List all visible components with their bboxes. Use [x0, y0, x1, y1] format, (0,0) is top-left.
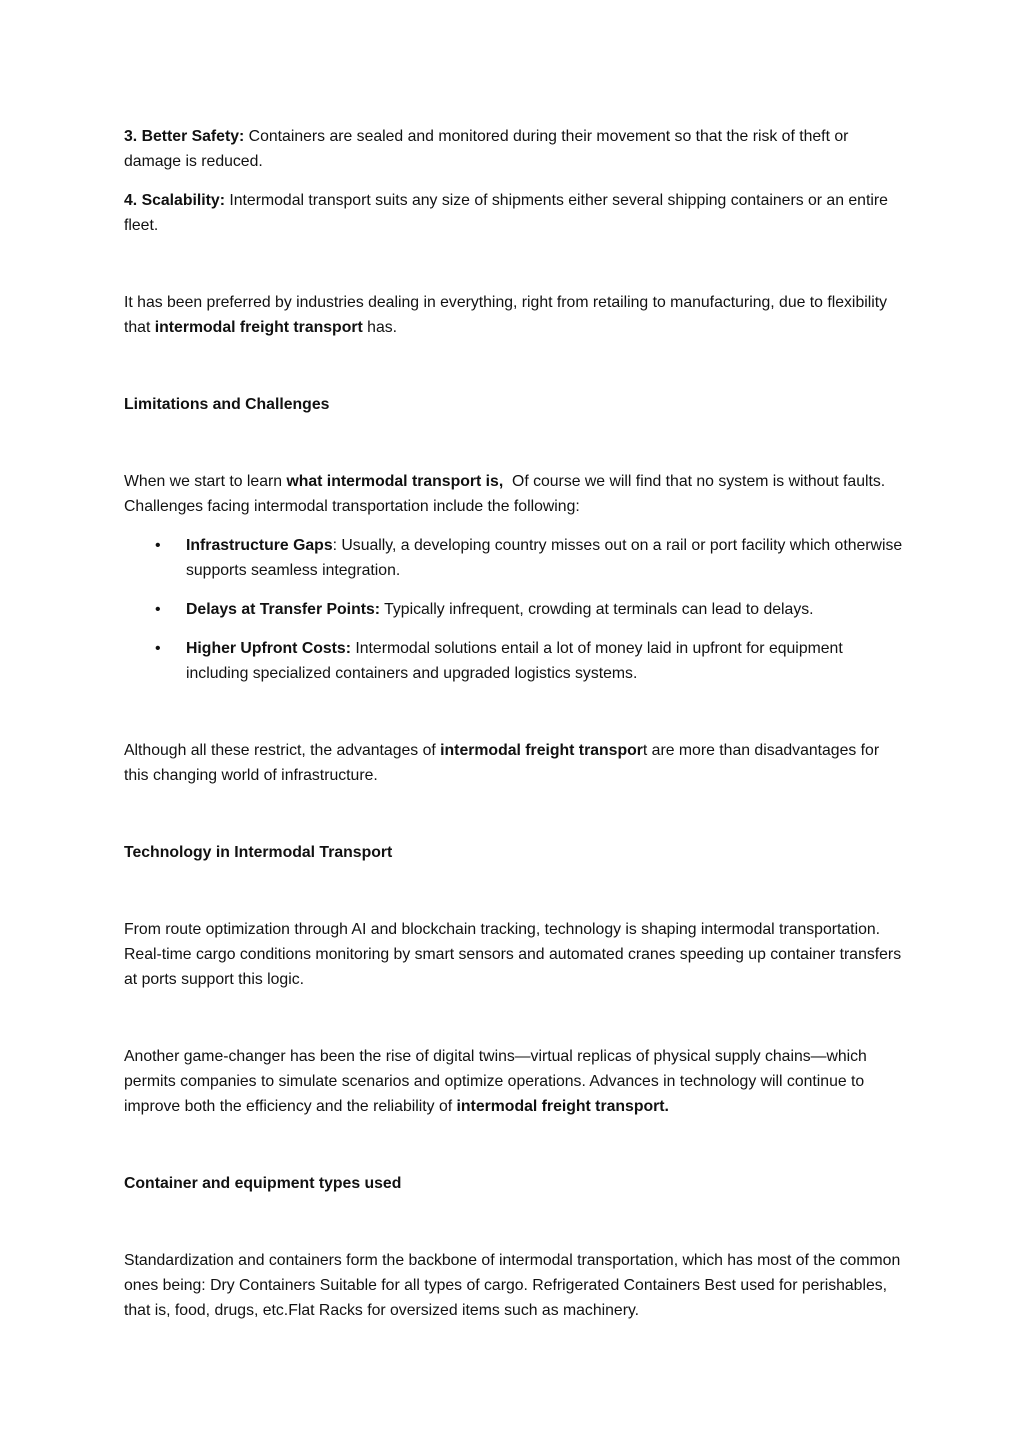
paragraph-text: has.	[362, 319, 398, 336]
list-item-label: Higher Upfront Costs:	[186, 640, 351, 657]
list-item-text: Typically infrequent, crowding at terminals can lead to delays.	[380, 601, 814, 618]
point-text: Containers are sealed and monitored during their movement so that the risk of theft or damage is reduced.	[124, 128, 849, 170]
list-item	[124, 597, 904, 622]
paragraph-twins	[124, 1044, 904, 1119]
paragraph-bold-text: what intermodal transport is,	[286, 473, 504, 490]
paragraph-bold-text: intermodal freight transport.	[456, 1098, 669, 1115]
paragraph-text: Of course we will find that no system is without faults. Challenges facing intermodal transportation include the following:	[124, 473, 890, 515]
paragraph-text: When we start to learn	[124, 473, 287, 490]
list-item	[124, 533, 904, 583]
point-label: 3. Better Safety:	[124, 128, 245, 145]
heading-text: Limitations and Challenges	[124, 396, 330, 413]
heading-text: Container and equipment types used	[124, 1175, 402, 1192]
paragraph-text: Although all these restrict, the advantages of	[124, 742, 441, 759]
heading-text: Technology in Intermodal Transport	[124, 844, 393, 861]
paragraph-route	[124, 917, 904, 992]
document-body	[124, 124, 904, 1323]
list-item-text: Intermodal solutions entail a lot of money laid in upfront for equipment including specialized containers and upgraded logistics systems.	[186, 640, 843, 682]
paragraph-although	[124, 738, 904, 788]
heading-limitations	[124, 392, 904, 417]
paragraph-text: t are more than disadvantages for this changing world of infrastructure.	[124, 742, 880, 784]
point-label: 4. Scalability:	[124, 192, 225, 209]
paragraph-bold-text: intermodal freight transpor	[440, 742, 643, 759]
paragraph-text: Another game-changer has been the rise of digital twins—virtual replicas of physical supply chains—which permits companies to simulate scenarios and optimize operations. Advances in technology will continue to improve both the efficiency and the reliability of	[124, 1048, 867, 1115]
paragraph-learn	[124, 469, 904, 519]
paragraph-text: It has been preferred by industries dealing in everything, right from retailing to manufacturing, due to flexibility that	[124, 294, 888, 336]
point-scalability	[124, 188, 904, 238]
point-text: Intermodal transport suits any size of shipments either several shipping containers or an entire fleet.	[124, 192, 888, 234]
paragraph-text: Standardization and containers form the backbone of intermodal transportation, which has most of the common ones being: Dry Containers Suitable for all types of cargo. Refrigerated Containers Best used for perishables, that is, food, drugs, etc.Flat Racks for oversized items such as machinery.	[124, 1252, 901, 1319]
list-item-text: : Usually, a developing country misses out on a rail or port facility which otherwise supports seamless integration.	[186, 537, 903, 579]
list-item	[124, 636, 904, 686]
paragraph-text: From route optimization through AI and blockchain tracking, technology is shaping intermodal transportation. Real-time cargo conditions monitoring by smart sensors and automated cranes speeding up container transfers at ports support this logic.	[124, 921, 902, 988]
paragraph-preferred	[124, 290, 904, 340]
heading-technology	[124, 840, 904, 865]
paragraph-standard	[124, 1248, 904, 1323]
challenges-list	[124, 533, 904, 686]
list-item-label: Infrastructure Gaps	[186, 537, 333, 554]
paragraph-bold-text: intermodal freight transport	[154, 319, 363, 336]
list-item-label: Delays at Transfer Points:	[186, 601, 381, 618]
heading-container	[124, 1171, 904, 1196]
point-better-safety	[124, 124, 904, 174]
